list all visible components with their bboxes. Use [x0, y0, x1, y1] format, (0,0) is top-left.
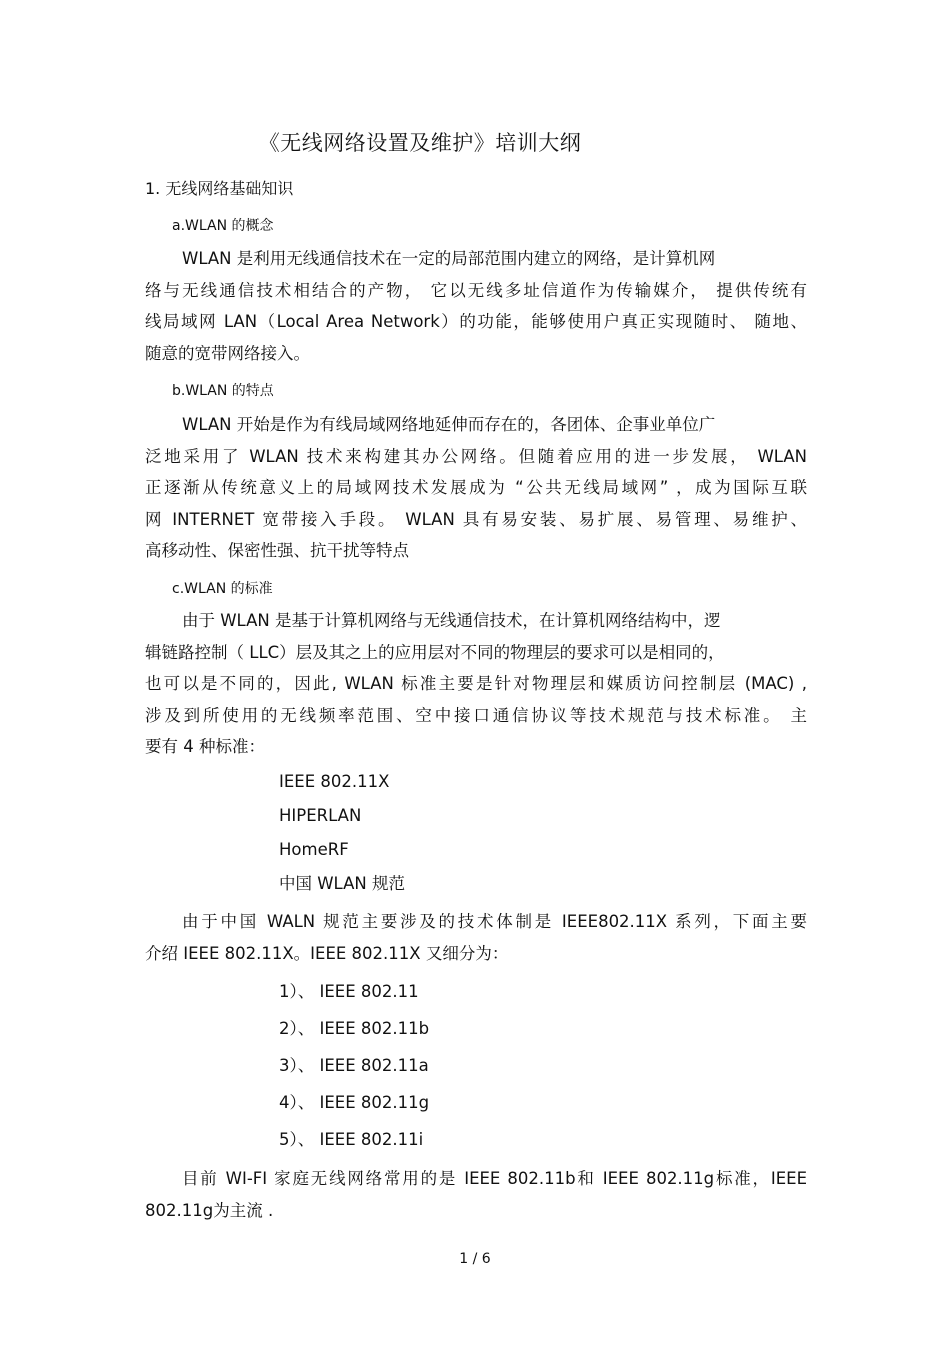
text-line: 介绍 IEEE 802.11X。IEEE 802.11X 又细分为： [145, 943, 509, 963]
text-line: 涉及到所使用的无线频率范围、空中接口通信协议等技术规范与技术标准。 主 [145, 705, 807, 725]
paragraph-wlan-standards [145, 605, 807, 763]
text-line: 高移动性、保密性强、抗干扰等特点 [145, 541, 409, 560]
list-item: 4）、 IEEE 802.11g [279, 1093, 430, 1112]
text-line: 要有 4 种标准： [145, 737, 265, 756]
paragraph-ieee-intro [145, 906, 807, 969]
paragraph-wlan-features [145, 409, 807, 567]
list-item: HIPERLAN [279, 806, 362, 825]
paragraph-wlan-concept [145, 243, 807, 369]
text-line: 网 INTERNET 宽带接入手段。 WLAN 具有易安装、易扩展、易管理、易维护、 [145, 509, 807, 529]
document-title: 《无线网络设置及维护》培训大纲 [258, 131, 582, 155]
list-item: 1）、 IEEE 802.11 [279, 982, 419, 1001]
standards-list [279, 765, 405, 901]
list-item: IEEE 802.11X [279, 772, 390, 791]
text-line: 络与无线通信技术相结合的产物， 它以无线多址信道作为传输媒介， 提供传统有 [145, 280, 807, 300]
list-item: 5）、 IEEE 802.11i [279, 1130, 424, 1149]
list-item: 中国 WLAN 规范 [279, 874, 406, 893]
text-line: 线局域网 LAN（Local Area Network）的功能，能够使用户真正实现随时、 随地、 [145, 312, 807, 331]
text-line: 辑链路控制（ LLC）层及其之上的应用层对不同的物理层的要求可以是相同的， [145, 642, 725, 662]
list-item: HomeRF [279, 840, 349, 859]
list-item: 2）、 IEEE 802.11b [279, 1019, 430, 1038]
ieee-substandards-list [279, 973, 429, 1158]
subheading-wlan-concept: a.WLAN 的概念 [172, 218, 274, 234]
text-line: 泛地采用了 WLAN 技术来构建其办公网络。但随着应用的进一步发展， WLAN [145, 446, 807, 466]
text-line: WLAN 开始是作为有线局域网络地延伸而存在的，各团体、企事业单位广 [182, 415, 716, 434]
text-line: 由于中国 WALN 规范主要涉及的技术体制是 IEEE802.11X 系列，下面主要 [182, 912, 807, 931]
text-line: 目前 WI-FI 家庭无线网络常用的是 IEEE 802.11b和 IEEE 802.11g标准，IEEE [182, 1169, 807, 1188]
text-line: 正逐渐从传统意义上的局域网技术发展成为 “公共无线局域网” ，成为国际互联 [145, 478, 807, 497]
page-number: 1 / 6 [459, 1251, 491, 1267]
text-line: 随意的宽带网络接入。 [145, 343, 310, 363]
paragraph-wifi-standards [145, 1163, 807, 1226]
subheading-wlan-standards: c.WLAN 的标准 [172, 581, 273, 597]
text-line: 也可以是不同的，因此, WLAN 标准主要是针对物理层和媒质访问控制层 (MAC) , [145, 674, 807, 693]
text-line: 802.11g为主流 . [145, 1200, 274, 1220]
list-item: 3）、 IEEE 802.11a [279, 1056, 429, 1075]
section-heading-basics: 1. 无线网络基础知识 [145, 179, 294, 198]
text-line: 由于 WLAN 是基于计算机网络与无线通信技术，在计算机网络结构中，逻 [182, 611, 721, 630]
subheading-wlan-features: b.WLAN 的特点 [172, 383, 274, 399]
text-line: WLAN 是利用无线通信技术在一定的局部范围内建立的网络，是计算机网 [182, 249, 716, 268]
